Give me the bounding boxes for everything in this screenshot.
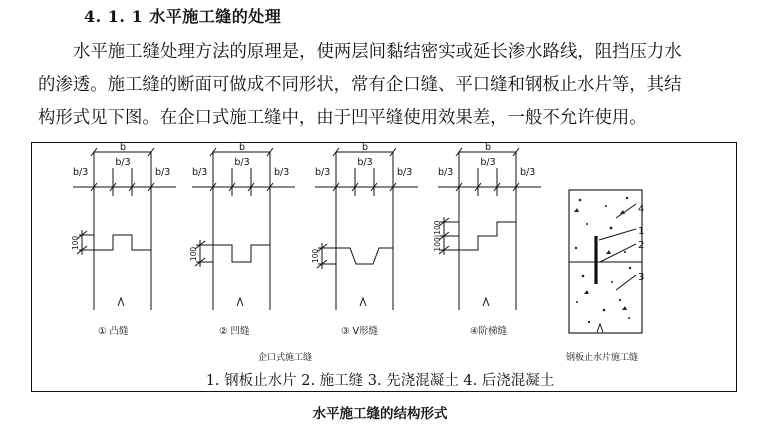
panel-label: ② 凹缝 bbox=[219, 326, 250, 337]
section-heading: 4. 1. 1 水平施工缝的处理 bbox=[84, 7, 282, 26]
concrete-texture bbox=[574, 197, 631, 323]
dim-label-100: 100 bbox=[311, 248, 320, 264]
group-label-steel-waterstop: 钢板止水片施工缝 bbox=[566, 353, 639, 363]
group-label-tongue-groove: 企口式施工缝 bbox=[258, 353, 313, 363]
callout-number: 4 bbox=[638, 204, 645, 215]
panel-label: ③ V形缝 bbox=[341, 326, 379, 337]
dim-label-b3: b/3 bbox=[480, 157, 496, 168]
panel-label: ④阶梯缝 bbox=[470, 326, 508, 337]
dim-label-b3: b/3 bbox=[357, 157, 373, 168]
dim-label-b3: b/3 bbox=[397, 167, 413, 178]
dim-label-100-100: 100|100 bbox=[433, 220, 442, 252]
paragraph-line: 的渗透。施工缝的断面可做成不同形状，常有企口缝、平口缝和钢板止水片等，其结 bbox=[38, 75, 682, 95]
dim-label-b: b bbox=[484, 142, 492, 153]
dim-label-b3: b/3 bbox=[73, 167, 89, 178]
dim-label-b3: b/3 bbox=[520, 167, 536, 178]
callout-number: 3 bbox=[638, 272, 645, 283]
callout-number: 1 bbox=[638, 226, 645, 237]
dim-label-100: 100 bbox=[189, 246, 198, 262]
callout-number: 2 bbox=[638, 240, 645, 251]
figure-caption: 水平施工缝的结构形式 bbox=[312, 406, 448, 422]
dim-label-b: b bbox=[119, 142, 127, 153]
dim-label-b3: b/3 bbox=[274, 167, 290, 178]
panel-label: ① 凸缝 bbox=[98, 326, 129, 337]
dim-label-b3: b/3 bbox=[315, 167, 331, 178]
dim-label-b: b bbox=[361, 142, 369, 153]
dim-label-100: 100 bbox=[71, 235, 80, 251]
paragraph-line: 构形式见下图。在企口式施工缝中，由于凹平缝使用效果差，一般不允许使用。 bbox=[38, 108, 647, 128]
dim-label-b3: b/3 bbox=[438, 167, 454, 178]
figure-legend: 1. 钢板止水片 2. 施工缝 3. 先浇混凝土 4. 后浇混凝土 bbox=[205, 373, 555, 389]
paragraph-line: 水平施工缝处理方法的原理是，使两层间黏结密实或延长渗水路线，阻挡压力水 bbox=[73, 42, 682, 62]
dim-label-b3: b/3 bbox=[115, 157, 131, 168]
dim-label-b3: b/3 bbox=[192, 167, 208, 178]
dim-label-b3: b/3 bbox=[234, 157, 250, 168]
panel-steel-waterstop bbox=[569, 190, 645, 333]
dim-label-b: b bbox=[238, 142, 246, 153]
dim-label-b3: b/3 bbox=[155, 167, 171, 178]
